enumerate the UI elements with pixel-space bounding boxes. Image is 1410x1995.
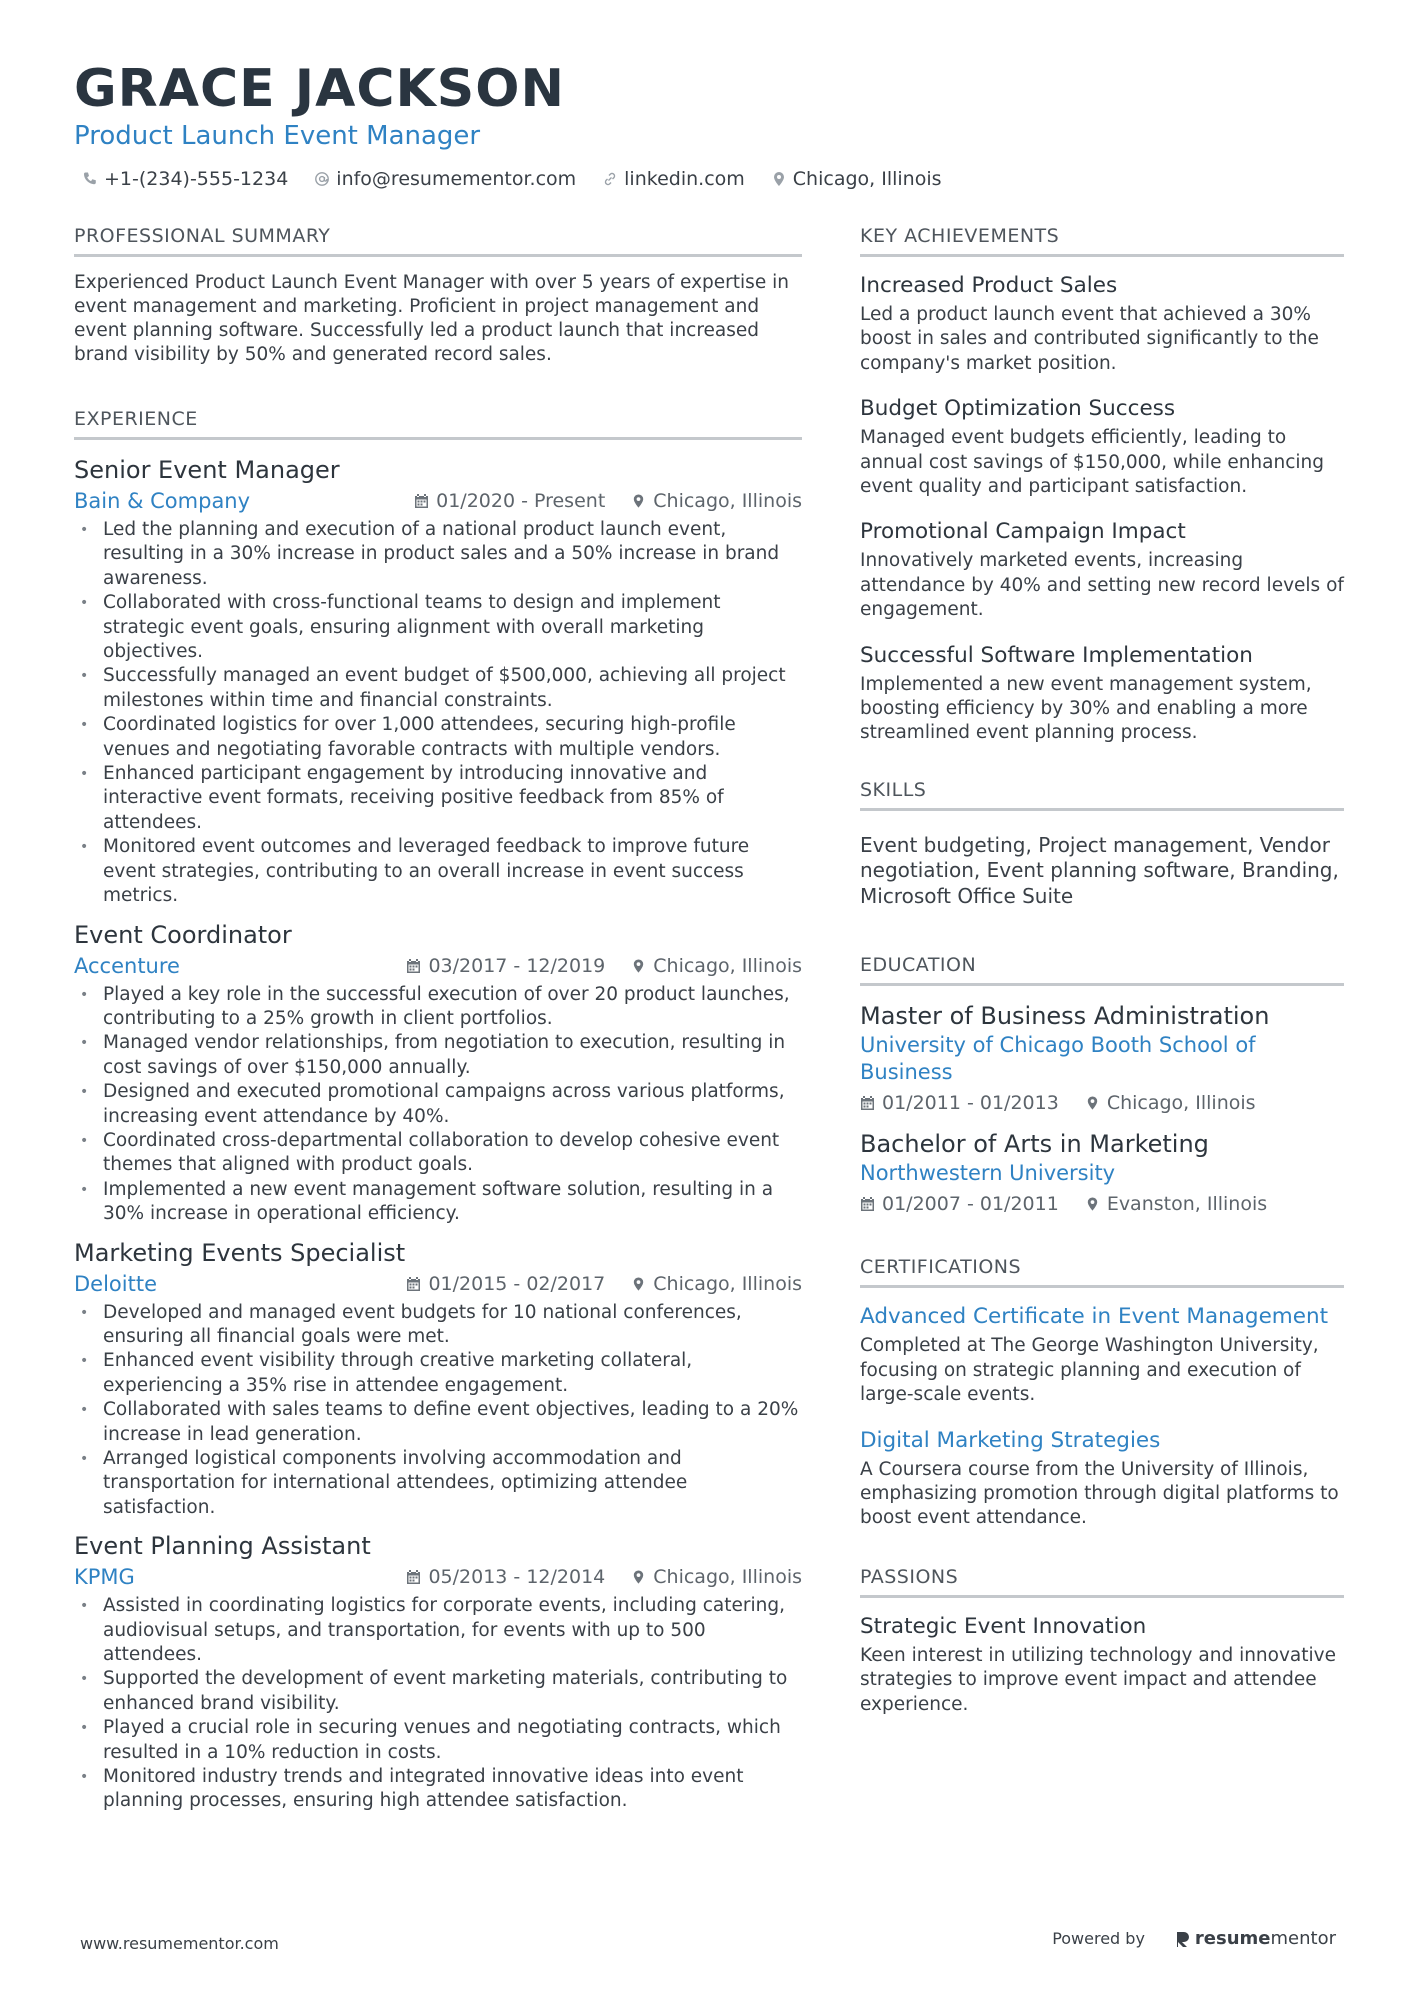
list-item: • Enhanced event visibility through creative marketing collateral, experiencing a 35% rise in attendee engagement. (74, 1349, 802, 1398)
list-item: • Led the planning and execution of a national product launch event, resulting in a 30% increase in product sales and a 50% increase in brand awareness. (74, 518, 802, 591)
job-location: Chicago, Illinois (653, 490, 802, 512)
job-dates: 01/2020 - Present (436, 490, 606, 512)
certification-desc: Completed at The George Washington University, focusing on strategic planning and execution of large-scale events. (860, 1335, 1319, 1406)
achievement-item (860, 641, 1344, 746)
certification-title: Digital Marketing Strategies (860, 1427, 1161, 1453)
calendar-icon (860, 1196, 875, 1212)
list-item: • Monitored event outcomes and leveraged feedback to improve future event strategies, contributing to an overall increase in event success metrics. (74, 835, 802, 908)
list-item: • Successfully managed an event budget of $500,000, achieving all project milestones within time and financial constraints. (74, 664, 802, 713)
job-title: Marketing Events Specialist (74, 1238, 406, 1267)
job-title: Event Planning Assistant (74, 1532, 371, 1561)
school-name: University of Chicago Booth School of Business (860, 1033, 1256, 1085)
brand-logo[interactable] (1175, 1928, 1336, 1949)
calendar-icon (860, 1095, 875, 1111)
contact-email[interactable] (314, 168, 576, 190)
job-title: Event Coordinator (74, 920, 292, 949)
education-location: Chicago, Illinois (1106, 1092, 1256, 1115)
job-dates: 05/2013 - 12/2014 (428, 1566, 606, 1589)
list-item: • Assisted in coordinating logistics for corporate events, including catering, audiovisual setups, and transportation, for events with up to 500 attendees. (74, 1594, 802, 1667)
passions-heading: PASSIONS (860, 1565, 1344, 1598)
contact-email-text: info@resumementor.com (336, 168, 577, 190)
achievement-item (860, 271, 1344, 376)
contact-linkedin-text: linkedin.com (624, 168, 745, 190)
job-dates: 03/2017 - 12/2019 (428, 954, 606, 977)
job-entry (74, 919, 802, 1227)
contact-location (771, 168, 942, 190)
list-item: • Implemented a new event management software solution, resulting in a 30% increase in operational efficiency. (74, 1178, 802, 1227)
job-company: Bain & Company (74, 489, 251, 513)
left-column (74, 224, 802, 1824)
contact-linkedin[interactable] (602, 168, 745, 190)
footer-website[interactable]: www.resumementor.com (80, 1934, 279, 1953)
school-name: Northwestern University (860, 1161, 1116, 1186)
education-location: Evanston, Illinois (1106, 1193, 1268, 1216)
degree-title: Master of Business Administration (860, 1002, 1270, 1031)
certification-desc: A Coursera course from the University of Illinois, emphasizing promotion through digital platforms to boost event attendance. (860, 1458, 1339, 1529)
list-item: • Played a crucial role in securing venues and negotiating contracts, which resulted in a 10% reduction in costs. (74, 1716, 802, 1765)
skills-heading: SKILLS (860, 778, 1344, 811)
achievement-title: Promotional Campaign Impact (860, 519, 1186, 545)
candidate-name: GRACE JACKSON (74, 59, 565, 119)
list-item: • Monitored industry trends and integrated innovative ideas into event planning processes, ensuring high attendee satisfaction. (74, 1765, 802, 1814)
location-icon (1085, 1196, 1100, 1212)
job-company: Deloitte (74, 1271, 157, 1296)
list-item: • Supported the development of event marketing materials, contributing to enhanced brand visibility. (74, 1667, 802, 1716)
passion-title: Strategic Event Innovation (860, 1613, 1147, 1639)
resume-page (74, 58, 1344, 1812)
brand-bold: resume (1194, 1928, 1271, 1949)
education-heading: EDUCATION (860, 953, 1344, 986)
location-icon (631, 1569, 646, 1585)
job-location: Chicago, Illinois (653, 1272, 802, 1295)
job-entry (74, 454, 802, 909)
achievement-desc: Innovatively marketed events, increasing attendance by 40% and setting new record levels of engagement. (860, 550, 1344, 621)
contact-phone-text: +1-(234)-555-1234 (104, 168, 289, 190)
contact-location-text: Chicago, Illinois (792, 168, 942, 190)
phone-icon (82, 171, 98, 187)
calendar-icon (406, 1276, 421, 1292)
location-icon (631, 1276, 646, 1292)
skills-text: Event budgeting, Project management, Vendor negotiation, Event planning software, Branding, Microsoft Office Suite (860, 832, 1339, 908)
link-icon (602, 171, 618, 187)
powered-by-label: Powered by (1052, 1929, 1145, 1948)
location-icon (771, 171, 787, 187)
certifications-heading: CERTIFICATIONS (860, 1255, 1344, 1288)
achievement-item (860, 517, 1344, 622)
list-item: • Collaborated with sales teams to define event objectives, leading to a 20% increase in lead generation. (74, 1398, 802, 1447)
achievement-title: Increased Product Sales (860, 273, 1118, 298)
brand-rest: mentor (1270, 1928, 1336, 1949)
calendar-icon (406, 958, 421, 974)
list-item: • Arranged logistical components involving accommodation and transportation for international attendees, optimizing attendee satisfaction. (74, 1447, 802, 1520)
right-column (860, 224, 1344, 1735)
job-entry (74, 1530, 802, 1814)
location-icon (1085, 1095, 1100, 1111)
experience-heading: EXPERIENCE (74, 407, 802, 440)
education-dates: 01/2011 - 01/2013 (882, 1092, 1059, 1115)
summary-text: Experienced Product Launch Event Manager with over 5 years of expertise in event management and marketing. Proficient in project management and event planning software. Successfully led a product launch that increased brand visibility by 50% and generated record sales. (74, 272, 789, 365)
list-item: • Played a key role in the successful execution of over 20 product launches, contributing to a 25% growth in client portfolios. (74, 983, 802, 1032)
achievement-title: Budget Optimization Success (860, 396, 1176, 422)
passion-item (860, 1612, 1344, 1717)
location-icon (631, 958, 646, 974)
list-item: • Coordinated cross-departmental collaboration to develop cohesive event themes that aligned with product goals. (74, 1129, 802, 1178)
list-item: • Collaborated with cross-functional teams to design and implement strategic event goals, ensuring alignment with overall marketing objectives. (74, 591, 802, 664)
achievement-desc: Managed event budgets efficiently, leading to annual cost savings of $150,000, while enhancing event quality and participant satisfaction. (860, 427, 1324, 498)
location-icon (631, 493, 646, 509)
candidate-title: Product Launch Event Manager (74, 121, 481, 151)
list-item: • Developed and managed event budgets for 10 national conferences, ensuring all financial goals were met. (74, 1301, 802, 1350)
job-bullets (74, 983, 802, 1227)
list-item: • Managed vendor relationships, from negotiation to execution, resulting in cost savings of over $150,000 annually. (74, 1031, 802, 1080)
job-bullets (74, 1594, 802, 1814)
job-company: KPMG (74, 1565, 135, 1590)
achievement-desc: Implemented a new event management system, boosting efficiency by 30% and enabling a more streamlined event planning process. (860, 673, 1312, 744)
job-entry (74, 1237, 802, 1521)
job-location: Chicago, Illinois (653, 954, 802, 977)
calendar-icon (406, 1569, 421, 1585)
education-dates: 01/2007 - 01/2011 (882, 1193, 1059, 1216)
contact-bar (74, 168, 1344, 190)
certification-title: Advanced Certificate in Event Management (860, 1304, 1329, 1330)
education-item (860, 1000, 1344, 1114)
degree-title: Bachelor of Arts in Marketing (860, 1130, 1209, 1159)
achievement-desc: Led a product launch event that achieved a 30% boost in sales and contributed significantly to the company's market position. (860, 304, 1319, 374)
calendar-icon (414, 493, 429, 509)
achievement-item (860, 394, 1344, 499)
job-title: Senior Event Manager (74, 456, 340, 484)
job-company: Accenture (74, 953, 180, 978)
list-item: • Coordinated logistics for over 1,000 attendees, securing high-profile venues and negotiating favorable contracts with multiple vendors. (74, 713, 802, 762)
passion-desc: Keen interest in utilizing technology and innovative strategies to improve event impact and attendee experience. (860, 1644, 1336, 1715)
certification-item (860, 1302, 1344, 1407)
certification-item (860, 1426, 1344, 1531)
contact-phone[interactable] (82, 168, 288, 190)
job-dates: 01/2015 - 02/2017 (428, 1272, 606, 1295)
job-bullets (74, 518, 802, 909)
list-item: • Enhanced participant engagement by introducing innovative and interactive event formats, receiving positive feedback from 85% of attendees. (74, 762, 802, 835)
list-item: • Designed and executed promotional campaigns across various platforms, increasing event attendance by 40%. (74, 1080, 802, 1129)
achievements-heading: KEY ACHIEVEMENTS (860, 224, 1344, 257)
education-item (860, 1128, 1344, 1215)
at-icon (314, 171, 330, 187)
resumementor-logo-icon (1175, 1930, 1191, 1948)
achievement-title: Successful Software Implementation (860, 642, 1253, 668)
summary-heading: PROFESSIONAL SUMMARY (74, 224, 802, 257)
footer-branding (1052, 1928, 1336, 1949)
job-location: Chicago, Illinois (653, 1566, 802, 1589)
job-bullets (74, 1301, 802, 1521)
